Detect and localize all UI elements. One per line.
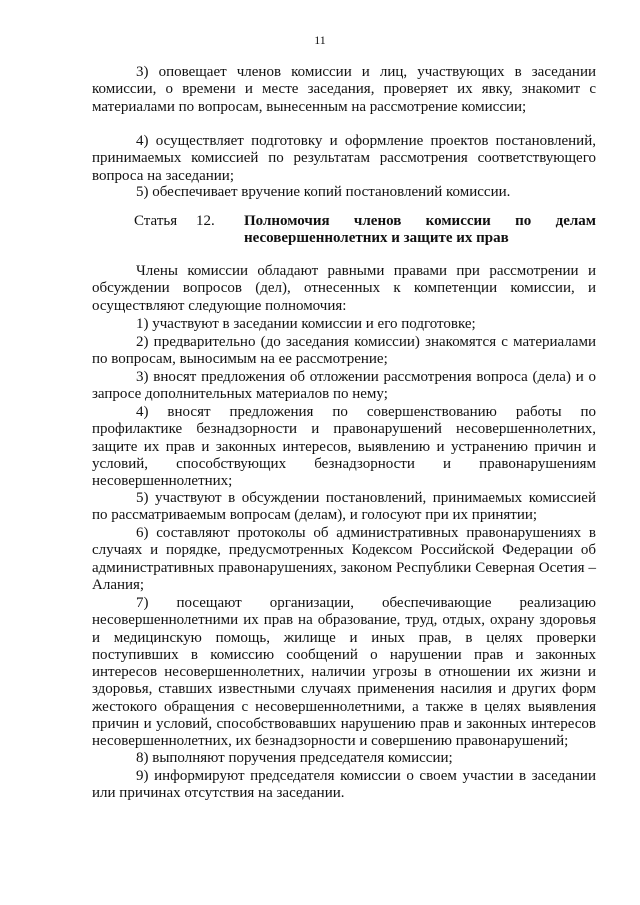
article-title-line1: Полномочия членов комиссии по делам [244,213,596,229]
power-item-5: 5) участвуют в обсуждении постановлений, принимаемых комиссией по рассматриваемым вопросам (делам), и голосуют при их принятии; [92,490,596,524]
power-item-3: 3) вносят предложения об отложении рассмотрения вопроса (дела) и о запросе дополнительных материалов по нему; [92,369,596,403]
power-item-1: 1) участвуют в заседании комиссии и его подготовке; [136,316,476,332]
article-number: 12. [196,213,215,229]
power-item-2: 2) предварительно (до заседания комиссии) знакомятся с материалами по вопросам, выносимым на ее рассмотрение; [92,334,596,368]
article-title-line2: несовершеннолетних и защите их прав [244,230,509,247]
power-item-7: 7) посещают организации, обеспечивающие реализацию несовершеннолетними их прав на образование, труд, отдых, охрану здоровья и медицинскую помощь, жилище и иных прав, в целях проверки поступивших в комиссию сообщений о нарушении прав и законных интересов несовершеннолетних, наличии угрозы в отношении их жизни и здоровья, ставших известными случаях применения насилия и других форм жестокого обращения с несовершеннолетними, а также в целях выявления причин и условий, способствовавших нарушению прав и законных интересов несовершеннолетних, их безнадзорности и совершению правонарушений; [92,595,596,750]
page-number: 11 [314,33,326,47]
power-item-8: 8) выполняют поручения председателя комиссии; [136,750,453,766]
power-item-9: 9) информируют председателя комиссии о своем участии в заседании или причинах отсутствия на заседании. [92,768,596,802]
top-item-5: 5) обеспечивает вручение копий постановлений комиссии. [136,184,511,200]
article-heading [134,213,596,248]
article-label: Статья [134,213,178,229]
power-item-4: 4) вносят предложения по совершенствованию работы по профилактике безнадзорности и правонарушений несовершеннолетних, защите их прав и законных интересов, выявлению и устранению причин и условий, способствующих безнадзорности и правонарушениям несовершеннолетних; [92,404,596,490]
article-intro: Члены комиссии обладают равными правами при рассмотрении и обсуждении вопросов (дел), отнесенных к компетенции комиссии, и осуществляют следующие полномочия: [92,263,596,314]
power-item-6: 6) составляют протоколы об административных правонарушениях в случаях и порядке, предусмотренных Кодексом Российской Федерации об административных правонарушениях, законом Республики Северная Осетия – Алания; [92,525,596,593]
top-item-4: 4) осуществляет подготовку и оформление проектов постановлений, принимаемых комиссией по результатам рассмотрения соответствующего вопроса на заседании; [92,133,596,184]
top-item-3: 3) оповещает членов комиссии и лиц, участвующих в заседании комиссии, о времени и месте заседания, проверяет их явку, знакомит с материалами по вопросам, вынесенным на рассмотрение комиссии; [92,64,596,115]
